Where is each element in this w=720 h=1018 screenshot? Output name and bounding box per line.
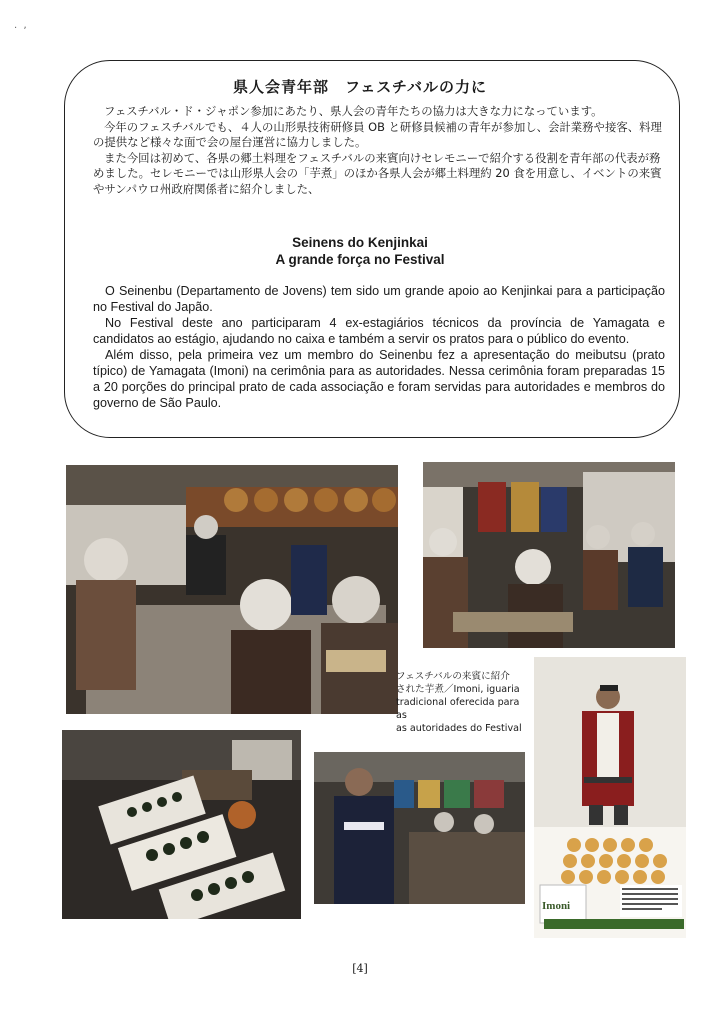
caption-line: された芋煮／Imoni, iguaria xyxy=(396,684,520,695)
jp-paragraph: 今年のフェスチバルでも、４人の山形県技術研修員 OB と研修員候補の青年が参加し、会計業務や接客、料理の提供など様々な面で会の屋台運営に協力しました。 xyxy=(93,119,662,149)
caption-line: as autoridades do Festival xyxy=(396,723,522,734)
photo-caption xyxy=(396,670,526,735)
pt-heading xyxy=(0,234,720,268)
pt-paragraph: O Seinenbu (Departamento de Jovens) tem sido um grande apoio ao Kenjinkai para a participação no Festival do Japão. xyxy=(93,284,665,314)
pt-heading-line2: A grande força no Festival xyxy=(275,252,445,267)
caption-line: フェスチバルの来賓に紹介 xyxy=(396,671,510,682)
caption-line: tradicional oferecida para as xyxy=(396,697,520,721)
jp-heading: 県人会青年部 フェスチバルの力に xyxy=(232,78,488,96)
imoni-label-tag: Imoni xyxy=(542,900,571,912)
jp-article-body xyxy=(93,104,669,197)
photo-sushi-trays xyxy=(62,730,301,919)
jp-paragraph: また今回は初めて、各県の郷土料理をフェスチバルの来賓向けセレモニーで紹介する役割を青年部の代表が務めました。セレモニーでは山形県人会の「芋煮」のほか各県人会が郷土料理約 20 食を用意し、イベントの来賓やサンパウロ州政府関係者に紹介しました、 xyxy=(93,150,662,196)
photo-booth-kitchen xyxy=(66,465,398,714)
scan-marks: . , xyxy=(14,20,27,31)
page-number: [4] xyxy=(352,962,368,975)
pt-article-body xyxy=(93,283,665,411)
pt-paragraph: No Festival deste ano participaram 4 ex-estagiários técnicos da província de Yamagata e candidatos ao estágio, ajudando no caixa e também a servir os pratos para o público do evento. xyxy=(93,316,665,346)
pt-paragraph: Além disso, pela primeira vez um membro do Seinenbu fez a apresentação do meibutsu (prato típico) de Yamagata (Imoni) na cerimônia para as autoridades. Nessa cerimônia foram preparadas 15 a 20 porções do principal prato de cada associação e foram servidas para autoridades e membros do governo de São Paulo. xyxy=(93,348,665,410)
jp-paragraph: フェスチバル・ド・ジャポン参加にあたり、県人会の青年たちの協力は大きな力になっています。 xyxy=(104,104,603,118)
photo-visitor xyxy=(314,752,525,904)
photo-imoni-presentation xyxy=(534,657,686,938)
pt-heading-line1: Seinens do Kenjinkai xyxy=(292,235,428,250)
photo-booth-counter xyxy=(423,462,675,648)
